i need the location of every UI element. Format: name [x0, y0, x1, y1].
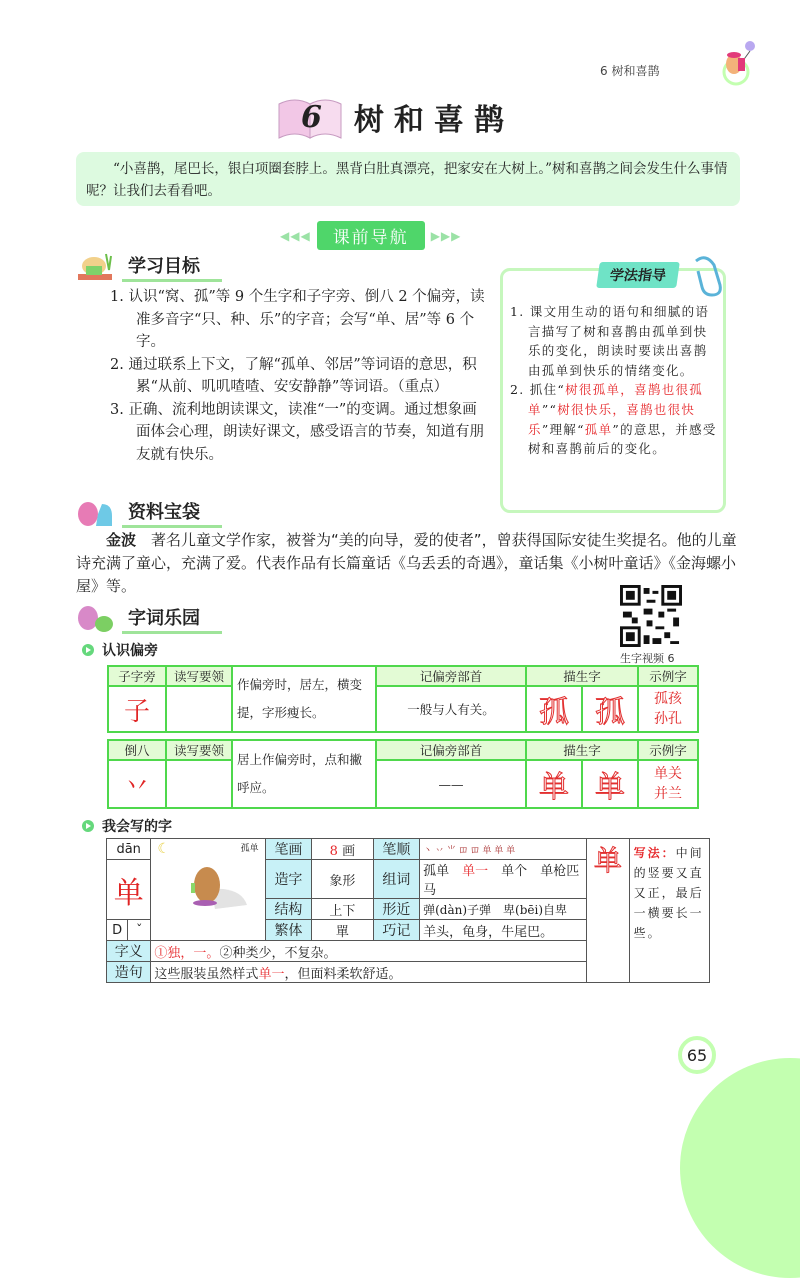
goals-title: 学习目标	[122, 252, 222, 282]
example-chars	[638, 686, 698, 732]
guide-item	[510, 380, 720, 458]
trace-label: 描生字	[526, 740, 638, 760]
mnemonic-label: 巧记	[373, 920, 420, 941]
lesson-title: 树和喜鹊	[353, 103, 514, 138]
practice-grid[interactable]	[587, 839, 629, 983]
compound: 单个	[501, 864, 528, 879]
compounds	[420, 860, 587, 899]
mascot-with-balloon-icon	[716, 38, 758, 88]
intro-box: “小喜鹊，尾巴长，银白项圈套脖上。黑背白肚真漂亮，把家安在大树上。”树和喜鹊之间会发生什么事情呢？让我们去看看吧。	[76, 152, 740, 206]
radicals-heading: 认识偏旁	[102, 643, 158, 659]
spacer	[166, 760, 232, 808]
goal-item: 1. 认识“窝、孤”等 9 个生字和子字旁、倒八 2 个偏旁，读准多音字“只、种、乐”的字音；会写“单、居”等 6 个字。	[110, 289, 485, 350]
potato-mascot-icon	[181, 859, 251, 911]
author-name: 金波	[106, 531, 137, 549]
sentence-text: 这些服装虽然样式	[154, 966, 259, 982]
structure-value: 上下	[312, 899, 373, 920]
write-subhead	[82, 816, 172, 836]
page-number: 65	[678, 1036, 716, 1074]
example-label: 示例字	[638, 666, 698, 686]
compound: 单一	[462, 864, 489, 879]
meaning-primary: ①独，一。	[154, 945, 220, 961]
writing-tip-text: 中间的竖要又直又正，最后一横要长一些。	[633, 846, 704, 940]
guide-item: 1. 课文用生动的语句和细腻的语言描写了树和喜鹊由孤单到快乐的变化，朗读时要读出喜鹊由孤单到快乐的情绪变化。	[510, 304, 710, 378]
sentence-highlight: 单一	[258, 966, 285, 982]
writing-tip	[629, 839, 709, 983]
radical-glyph: 子	[108, 686, 166, 732]
left-arrows-icon: ◀◀◀	[280, 228, 311, 243]
bag-mascot-icon	[76, 496, 116, 528]
sentence-value	[151, 962, 587, 983]
guide-text: ”“	[541, 401, 558, 417]
author-bio: 著名儿童文学作家，被誉为“美的向导，爱的使者”，曾获得国际安徒生奖提名。他的儿童诗充满了童心，充满了爱。代表作品有长篇童话《乌丢丢的奇遇》，童话集《小树叶童话》《金海螺小屋》等。	[76, 531, 737, 595]
qr-label: 生字视频 6	[620, 652, 675, 665]
guide-text: ”理解“	[541, 421, 585, 437]
tip-text: 作偏旁时，居左，横变提，字形瘦长。	[232, 666, 376, 732]
example-row: 孙孔	[654, 711, 682, 727]
writing-tip-label: 写法：	[633, 846, 676, 860]
nav-banner	[280, 221, 461, 250]
guide-highlight: 树很快乐，喜鹊也很快乐	[528, 401, 696, 437]
remember-text: 一般与人有关。	[376, 686, 526, 732]
example-chars	[638, 760, 698, 808]
sentence-text: ，但面料柔软舒适。	[284, 966, 402, 982]
words-section-head	[76, 602, 222, 634]
guide-text: 2. 抓住“	[510, 382, 566, 398]
compound: 单枪匹马	[423, 864, 580, 898]
fruit-mascot-icon	[76, 602, 116, 634]
structure-label: 结构	[265, 899, 312, 920]
tip-text: 居上作偏旁时，点和撇呼应。	[232, 740, 376, 808]
lesson-title-block	[275, 92, 514, 142]
write-heading: 我会写的字	[102, 819, 172, 835]
strokes-value	[312, 839, 373, 860]
radicals-subhead	[82, 640, 158, 660]
tip-label: 读写要领	[166, 740, 232, 760]
big-char: 单	[107, 860, 151, 920]
study-guide-body	[510, 302, 720, 459]
paperclip-icon	[690, 255, 724, 299]
goals-list	[110, 286, 490, 466]
stroke-order: 丶 丷 ⺌ 𫩏 𫩏 单 单 单	[420, 839, 587, 860]
play-bullet-icon	[82, 820, 94, 832]
remember-label: 记偏旁部首	[376, 740, 526, 760]
formation-label: 造字	[265, 860, 312, 899]
compound: 孤单	[423, 864, 450, 879]
traditional-value: 單	[312, 920, 373, 941]
traditional-label: 繁体	[265, 920, 312, 941]
index-letter: D	[107, 920, 128, 941]
index-mark: ˇ	[128, 920, 151, 941]
trace-char[interactable]: 单	[526, 760, 582, 808]
running-header: 6 树和喜鹊	[600, 64, 660, 78]
example-row: 孤孩	[654, 691, 682, 707]
resource-section-head	[76, 496, 222, 528]
example-row: 单关	[654, 766, 682, 782]
trace-char[interactable]: 孤	[582, 686, 638, 732]
radical-name: 倒八	[108, 740, 166, 760]
guide-highlight: 孤单	[584, 421, 613, 437]
radical-glyph: 丷	[108, 760, 166, 808]
resource-title: 资料宝袋	[122, 498, 222, 528]
moon-icon: ☾	[157, 841, 170, 857]
reading-mascot-icon	[76, 250, 116, 282]
corner-decoration	[680, 1058, 800, 1278]
trace-char[interactable]: 单	[593, 844, 622, 877]
play-bullet-icon	[82, 644, 94, 656]
compound-label: 组词	[373, 860, 420, 899]
goal-item: 3. 正确、流利地朗读课文，读准“一”的变调。通过想象画面体会心理，朗读好课文，感受语言的节奏，知道有朋友就有快乐。	[110, 401, 484, 463]
similar-label: 形近	[373, 899, 420, 920]
trace-char[interactable]: 孤	[526, 686, 582, 732]
goal-item: 2. 通过联系上下文，了解“孤单、邻居”等词语的意思，积累“从前、叽叽喳喳、安安静静”等词语。（重点）	[110, 356, 477, 395]
mnemonic-value: 羊头，龟身，牛尾巴。	[420, 920, 587, 941]
tip-label: 读写要领	[166, 666, 232, 686]
strokes-unit: 画	[342, 843, 356, 859]
sentence-label: 造句	[107, 962, 151, 983]
pinyin: dān	[107, 839, 151, 860]
radical-table	[107, 739, 699, 809]
goals-section-head	[76, 250, 222, 282]
words-title: 字词乐园	[122, 604, 222, 634]
char-card	[106, 838, 710, 983]
order-label: 笔顺	[373, 839, 420, 860]
trace-label: 描生字	[526, 666, 638, 686]
study-guide-title: 学法指导	[596, 262, 680, 288]
right-arrows-icon: ▶▶▶	[430, 228, 462, 243]
illustration-caption: 孤单	[240, 844, 259, 854]
meaning-label: 字义	[107, 941, 151, 962]
lesson-number: 6	[301, 99, 322, 135]
guide-highlight: 树很孤单，喜鹊也很孤单	[528, 382, 704, 417]
strokes-label: 笔画	[265, 839, 312, 860]
spacer	[166, 686, 232, 732]
similar-value: 弹(dàn)子弹 卑(bēi)自卑	[420, 899, 587, 920]
nav-banner-label: 课前导航	[317, 221, 425, 250]
meaning-value	[151, 941, 587, 962]
remember-text: ——	[376, 760, 526, 808]
example-row: 并兰	[654, 786, 682, 802]
meaning-secondary: ②种类少，不复杂。	[219, 945, 337, 961]
radical-table	[107, 665, 699, 733]
strokes-count: 8	[329, 843, 338, 859]
guide-text: ”的意思，并感受树和喜鹊前后的变化。	[528, 421, 717, 457]
qr-code[interactable]	[620, 585, 682, 647]
formation-value: 象形	[312, 860, 373, 899]
example-label: 示例字	[638, 740, 698, 760]
illustration	[151, 839, 265, 941]
radical-name: 子字旁	[108, 666, 166, 686]
trace-char[interactable]: 单	[582, 760, 638, 808]
remember-label: 记偏旁部首	[376, 666, 526, 686]
